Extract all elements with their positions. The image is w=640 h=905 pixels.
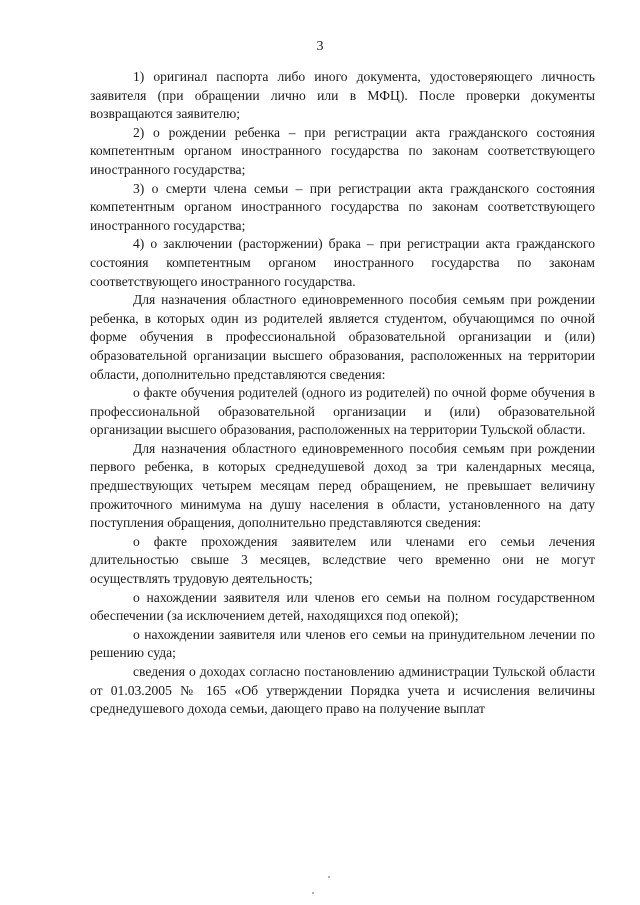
scan-speck bbox=[312, 892, 314, 894]
paragraph-item-3-death: 3) о смерти члена семьи – при регистрации акта гражданского состояния компетентным органом иностранного государства по законам соответствующего иностранного государства; bbox=[90, 180, 595, 233]
paragraph-compulsory-treatment: о нахождении заявителя или членов его семьи на принудительном лечении по решению суда; bbox=[90, 626, 595, 661]
paragraph-income-info: сведения о доходах согласно постановлению администрации Тульской области от 01.03.2005 № 165 «Об утверждении Порядка учета и исчисления величины среднедушевого дохода семьи, дающего право на получение выплат bbox=[90, 664, 595, 717]
paragraph-student-families: Для назначения областного единовременного пособия семьям при рождении ребенка, в которых один из родителей является студентом, обучающимся по очной форме обучения в профессиональной образовательной организации и (или) образовательной организации высшего образования, расположенных на территории области, дополнительно представляются сведения: bbox=[90, 292, 595, 382]
paragraph-item-1-passport: 1) оригинал паспорта либо иного документа, удостоверяющего личность заявителя (при обращении лично или в МФЦ). После проверки документы возвращаются заявителю; bbox=[90, 69, 595, 122]
page-number: 3 bbox=[316, 39, 324, 54]
paragraph-item-2-birth: 2) о рождении ребенка – при регистрации акта гражданского состояния компетентным органом иностранного государства по законам соответствующего иностранного государства; bbox=[90, 124, 595, 177]
scan-speck bbox=[328, 876, 330, 878]
paragraph-item-4-marriage: 4) о заключении (расторжении) брака – при регистрации акта гражданского состояния компетентным органом иностранного государства по законам соответствующего иностранного государства. bbox=[90, 236, 595, 289]
paragraph-first-child: Для назначения областного единовременного пособия семьям при рождении первого ребенка, в которых среднедушевой доход за три календарных месяца, предшествующих четырем месяцам перед обращением, не превышает величину прожиточного минимума на душу населения в области, установленного на дату поступления обращения, дополнительно представляются сведения: bbox=[90, 440, 595, 531]
paragraph-state-support: о нахождении заявителя или членов его семьи на полном государственном обеспечении (за исключением детей, находящихся под опекой); bbox=[90, 589, 595, 624]
paragraph-treatment: о факте прохождения заявителем или членами его семьи лечения длительностью свыше 3 месяцев, вследствие чего временно они не могут осуществлять трудовую деятельность; bbox=[90, 533, 595, 587]
document-body bbox=[90, 68, 595, 719]
paragraph-study-fact: о факте обучения родителей (одного из родителей) по очной форме обучения в профессиональной образовательной организации и (или) образовательной организации высшего образования, расположенных на территории Тульской области. bbox=[90, 385, 595, 438]
